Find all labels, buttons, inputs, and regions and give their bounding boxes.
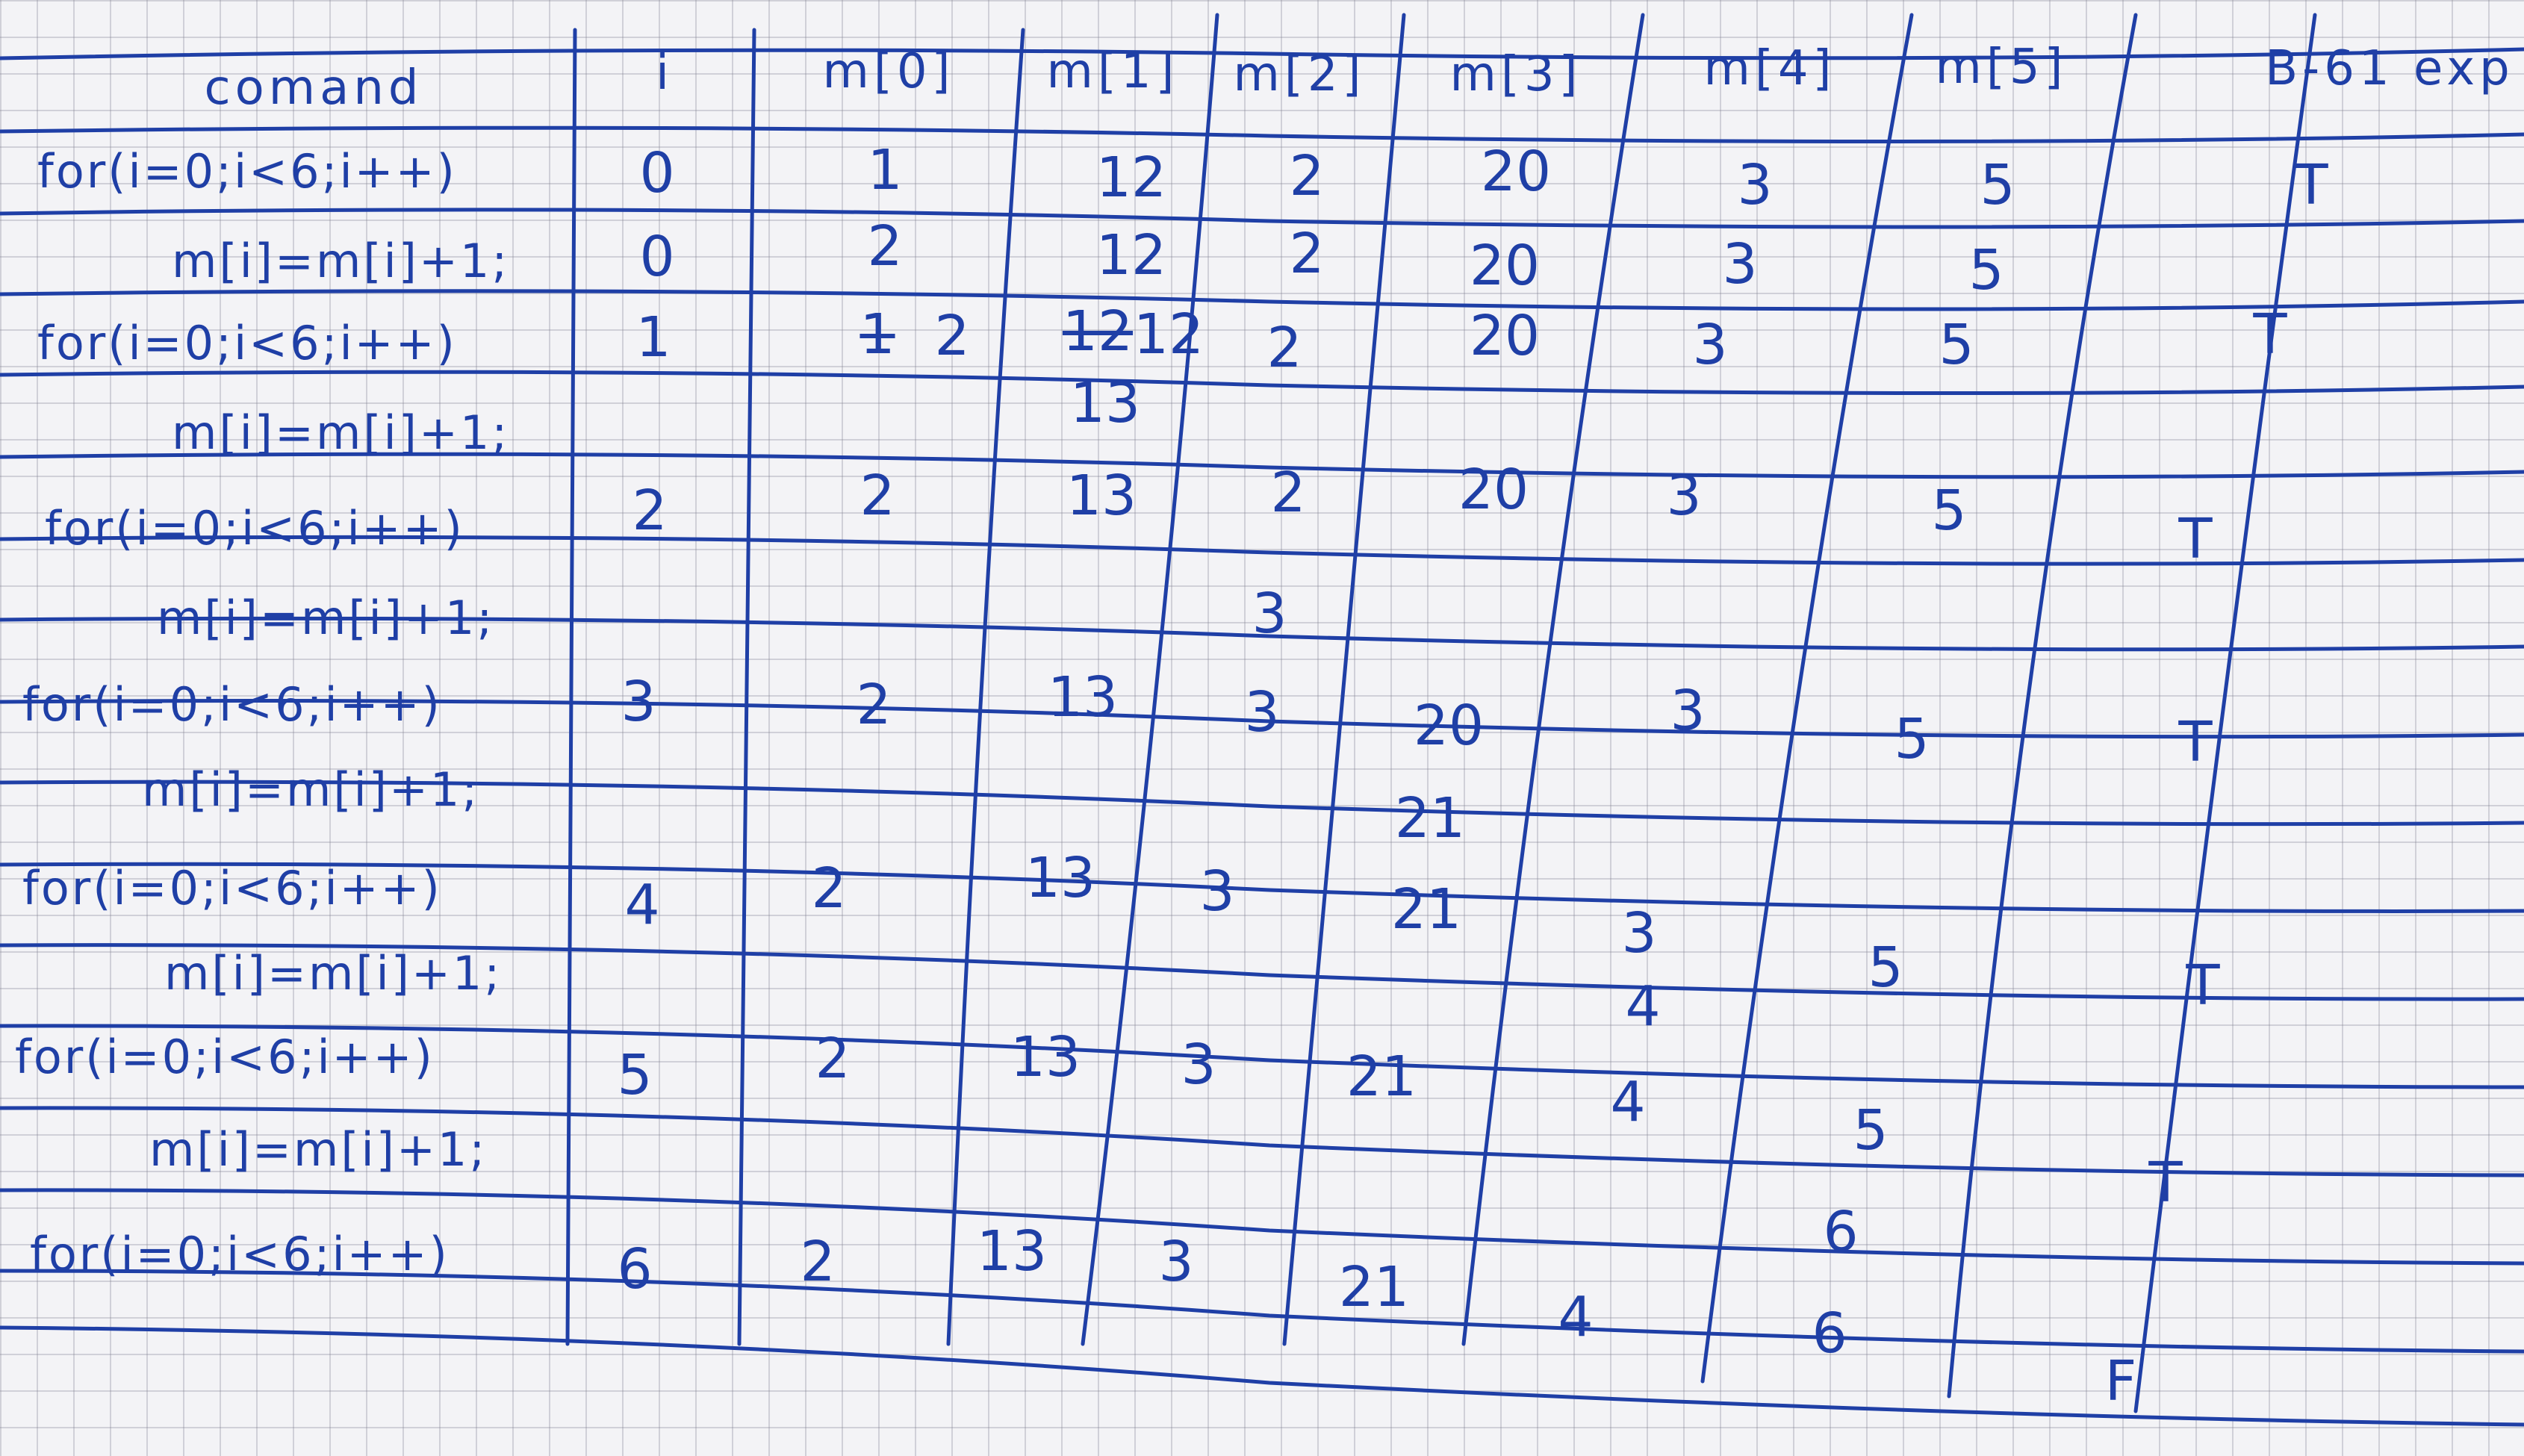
row-12-m3: 21 <box>1338 1255 1410 1319</box>
row-8-m1: 13 <box>1025 846 1096 910</box>
row-12-bool: F <box>2104 1349 2137 1413</box>
col-rule-cmd <box>568 30 575 1344</box>
row-5-m2: 3 <box>1252 582 1287 646</box>
row-4-command: for(i=0;i<6;i++) <box>45 501 464 556</box>
row-5-command: m[i]=m[i]+1; <box>157 591 495 645</box>
header-command: comand <box>204 60 423 116</box>
row-2-m0: 2 <box>934 304 970 368</box>
header-m4: m[4] <box>1703 41 1836 96</box>
row-6-m2: 3 <box>1244 680 1280 744</box>
row-6-i: 3 <box>621 670 656 734</box>
row-12-m5: 6 <box>1812 1301 1847 1366</box>
row-rule-1 <box>0 128 2524 141</box>
row-0-m1: 12 <box>1095 146 1167 210</box>
row-4-m5: 5 <box>1931 479 1967 543</box>
row-4-bool: T <box>2178 507 2213 571</box>
row-1-m0: 2 <box>867 214 903 279</box>
row-4-i: 2 <box>632 479 668 543</box>
row-0-m2: 2 <box>1289 144 1325 208</box>
row-10-m3: 21 <box>1346 1045 1417 1109</box>
row-10-m5: 5 <box>1853 1098 1889 1163</box>
row-6-command: for(i=0;i<6;i++) <box>22 677 442 732</box>
row-0-command: for(i=0;i<6;i++) <box>37 144 457 199</box>
row-rule-4 <box>0 372 2524 393</box>
row-11-command: m[i]=m[i]+1; <box>149 1122 488 1177</box>
col-rule-m0 <box>948 30 1023 1344</box>
row-10-m4: 4 <box>1610 1070 1646 1134</box>
header-m1: m[1] <box>1046 44 1179 99</box>
row-4-m3: 20 <box>1458 458 1529 522</box>
header-m3: m[3] <box>1449 47 1582 102</box>
header-bool: B-61 exp <box>2265 41 2514 96</box>
row-10-bool: T <box>2148 1151 2183 1215</box>
row-4-m0: 2 <box>860 464 895 528</box>
row-9-m4: 4 <box>1625 974 1661 1039</box>
row-2-m2: 2 <box>1266 316 1302 380</box>
col-rule-m3 <box>1464 15 1646 1349</box>
row-2-bool: T <box>2253 302 2287 367</box>
row-1-i: 0 <box>639 225 675 289</box>
row-10-command: for(i=0;i<6;i++) <box>15 1030 435 1084</box>
row-10-m0: 2 <box>815 1027 851 1091</box>
header-i: i <box>656 46 674 101</box>
row-8-m4: 3 <box>1621 901 1657 965</box>
row-12-m1: 13 <box>976 1219 1048 1284</box>
row-3-command: m[i]=m[i]+1; <box>172 405 510 460</box>
header-m2: m[2] <box>1233 47 1366 102</box>
row-7-command: m[i]=m[i]+1; <box>142 762 480 817</box>
row-2-command: for(i=0;i<6;i++) <box>37 316 457 370</box>
row-8-command: for(i=0;i<6;i++) <box>22 861 442 915</box>
row-6-m5: 5 <box>1894 707 1930 771</box>
row-1-m5: 5 <box>1968 238 2004 302</box>
row-1-m2: 2 <box>1289 222 1325 286</box>
row-0-bool: T <box>2294 153 2328 217</box>
row-2-m5: 5 <box>1939 313 1974 377</box>
row-6-m3: 20 <box>1413 694 1485 758</box>
row-2-m0-crossed: 1 <box>860 302 895 367</box>
row-8-m5: 5 <box>1868 936 1903 1000</box>
row-8-i: 4 <box>624 873 660 937</box>
row-12-m0: 2 <box>800 1230 836 1294</box>
row-1-command: m[i]=m[i]+1; <box>172 234 510 288</box>
row-0-m5: 5 <box>1980 153 2015 217</box>
col-rule-m5 <box>1949 15 2136 1396</box>
row-0-i: 0 <box>639 141 675 205</box>
row-0-m4: 3 <box>1737 153 1773 217</box>
row-4-m4: 3 <box>1666 464 1702 528</box>
row-1-m1: 12 <box>1095 223 1167 287</box>
col-rule-m4 <box>1703 15 1912 1381</box>
header-m5: m[5] <box>1935 40 2068 95</box>
row-2-m4: 3 <box>1692 313 1728 377</box>
header-m0: m[0] <box>822 44 955 99</box>
row-6-m4: 3 <box>1670 679 1706 743</box>
row-6-bool: T <box>2178 710 2213 774</box>
row-8-bool: T <box>2186 953 2220 1018</box>
row-8-m2: 3 <box>1199 859 1235 924</box>
col-rule-i <box>739 30 754 1344</box>
row-6-m1: 13 <box>1047 665 1119 729</box>
row-7-m3: 21 <box>1394 786 1466 850</box>
row-11-m5: 6 <box>1823 1200 1859 1264</box>
row-10-i: 5 <box>617 1043 653 1107</box>
row-9-command: m[i]=m[i]+1; <box>164 946 503 1001</box>
row-2-m1: 12 <box>1133 302 1205 367</box>
row-1-m3: 20 <box>1469 234 1541 298</box>
row-2-m1-crossed: 12 <box>1062 299 1134 364</box>
row-12-i: 6 <box>617 1237 653 1301</box>
row-8-m3: 21 <box>1390 877 1462 942</box>
row-rule-2 <box>0 210 2524 227</box>
row-8-m0: 2 <box>811 856 847 921</box>
row-3-m1: 13 <box>1069 371 1141 435</box>
row-10-m1: 13 <box>1010 1025 1081 1089</box>
row-1-m4: 3 <box>1722 232 1758 296</box>
col-rule-m2 <box>1284 15 1404 1344</box>
row-0-m0: 1 <box>867 138 903 202</box>
row-0-m3: 20 <box>1480 140 1552 204</box>
row-6-m0: 2 <box>856 673 892 737</box>
row-12-m4: 4 <box>1558 1285 1594 1349</box>
row-10-m2: 3 <box>1181 1033 1216 1097</box>
row-2-m3: 20 <box>1469 304 1541 368</box>
row-2-i: 1 <box>635 305 671 370</box>
row-12-m2: 3 <box>1158 1230 1194 1294</box>
row-4-m1: 13 <box>1066 464 1137 528</box>
row-4-m2: 2 <box>1270 461 1306 525</box>
row-rule-3 <box>0 291 2524 309</box>
row-12-command: for(i=0;i<6;i++) <box>30 1227 450 1281</box>
